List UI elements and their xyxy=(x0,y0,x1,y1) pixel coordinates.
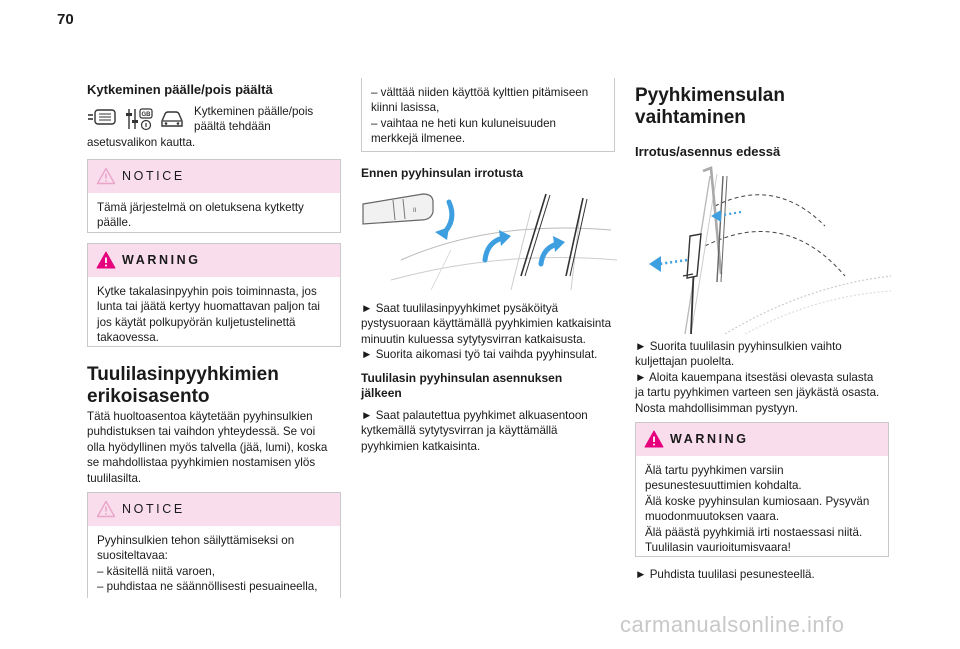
notice-text: Tämä järjestelmä on oletuksena kytketty päälle. xyxy=(97,201,304,230)
warning-label: WARNING xyxy=(122,253,201,267)
section-title-special-position: Tuulilasinpyyhkimien erikoisasento xyxy=(87,364,279,407)
notice-continued-text: – välttää niiden käyttöä kylttien pitämiseen kiinni lasissa, – vaihtaa ne heti kun kuluneisuuden merkkejä ilmenee. xyxy=(371,86,589,146)
subheading-front-removal: Irrotus/asennus edessä xyxy=(635,144,781,159)
warning-text-2: Älä tartu pyyhkimen varsiin pesunestesuuttimien kohdalta. Älä koske pyyhinsulan kumiosaan. Pysyvän muodonmuutoksen vaara. Älä päästä pyyhkimiä irti nostaessasi niitä. Tuulilasin vaurioitumisvaara! xyxy=(645,464,870,555)
svg-text:II: II xyxy=(413,208,417,214)
notice-text-2: Pyyhinsulkien tehon säilyttämiseksi on suositeltavaa: – käsitellä niitä varoen, – puhdistaa ne säännöllisesti pesuaineella, xyxy=(97,534,318,594)
steps-front-removal: ► Suorita tuulilasin pyyhinsulkien vaihto kuljettajan puolelta. ► Aloita kauempana itsestäsi olevasta sulasta ja tartu pyyhkimen varteen sen jäykästä osasta. Nosta mahdollisimman pystyyn. xyxy=(635,340,880,415)
svg-text:GB: GB xyxy=(141,112,151,118)
notice-box-1 xyxy=(87,159,341,233)
notice-header-2 xyxy=(88,493,340,526)
notice-triangle-icon xyxy=(96,500,116,518)
step-clean-windshield: ► Puhdista tuulilasi pesunesteellä. xyxy=(635,568,815,581)
body-text-special-position: Tätä huoltoasentoa käytetään pyyhinsulkien puhdistuksen tai vaihdon yhteydessä. Se voi olla hyödyllinen myös talvella (jää, lumi), koska se mahdollistaa pyyhkimien nostamisen ylös tuulilasilta. xyxy=(87,410,328,485)
notice-label: NOTICE xyxy=(122,169,185,183)
warning-box-2 xyxy=(635,422,889,557)
notice-triangle-icon xyxy=(96,167,116,185)
warning-label-2: WARNING xyxy=(670,432,749,446)
settings-gb-icon xyxy=(125,107,153,136)
steps-before-removal: ► Saat tuulilasinpyyhkimet pysäköityä pystysuoraan käyttämällä pyyhkimien katkaisinta minuutin kuluessa sytytysvirran katkaisusta. ► Suorita aikomasi työ tai vaihda pyyhinsulat. xyxy=(361,302,612,362)
warning-triangle-icon xyxy=(644,430,664,448)
wiper-stalk-illustration xyxy=(361,190,617,295)
steps-after-installation: ► Saat palautettua pyyhkimet alkuasentoon kytkemällä sytytysvirran ja käyttämällä pyyhkimien katkaisinta. xyxy=(361,409,588,453)
icon-description: Kytkeminen päälle/pois päältä tehdään xyxy=(194,105,314,134)
page-number: 70 xyxy=(57,11,74,28)
warning-triangle-icon xyxy=(96,251,116,269)
wiper-blade-illustration xyxy=(635,166,891,339)
heading-before-removal: Ennen pyyhinsulan irrotusta xyxy=(361,166,524,180)
notice-label-2: NOTICE xyxy=(122,502,185,516)
warning-header xyxy=(88,244,340,277)
car-icon xyxy=(159,109,185,134)
notice-box-2-continued xyxy=(361,78,615,152)
warning-header-2 xyxy=(636,423,888,456)
icon-description-last: asetusvalikon kautta. xyxy=(87,136,196,149)
notice-box-2 xyxy=(87,492,341,598)
heading-after-installation: Tuulilasin pyyhinsulan asennuksen jälkeen xyxy=(361,371,563,400)
title-replacing-wiper-blade: Pyyhkimensulan vaihtaminen xyxy=(635,85,785,128)
notice-header xyxy=(88,160,340,193)
headlight-icon xyxy=(87,107,117,132)
warning-text: Kytke takalasinpyyhin pois toiminnasta, jos lunta tai jäätä kertyy huomattavan paljon tai jos käytät polkupyörän kuljetustelinettä takaovessa. xyxy=(97,285,320,345)
watermark: carmanualsonline.info xyxy=(620,612,845,637)
warning-box-1 xyxy=(87,243,341,347)
heading-switch-on-off: Kytkeminen päälle/pois päältä xyxy=(87,82,273,97)
